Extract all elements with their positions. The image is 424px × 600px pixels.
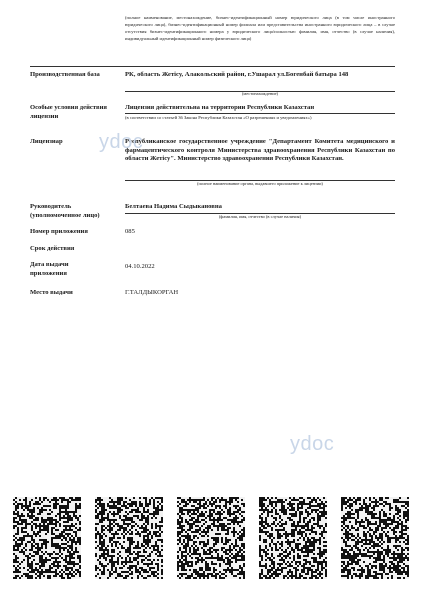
special-conditions-label: Особые условия действия лицензии xyxy=(30,104,107,120)
head-value: Белтаева Надима Сыдыкановна xyxy=(125,203,222,210)
validity-label: Срок действия xyxy=(30,245,75,252)
header-caption: (полное наименование, местонахождение, бизнес-идентификационный номер юридического лица (в том числе иностранного юридического лица), бизнес-идентификационный номер филиала или представительства иностранного юридического лица – в случае отсутствия бизнес-идентификационного номера у юридического лица/полностью фамилия, имя, отчество (в случае наличия), индивидуальный идентификационный номер физического лица) xyxy=(125,15,395,41)
production-base-caption: (местонахождение) xyxy=(241,91,279,96)
qr-code-image xyxy=(259,497,327,579)
place-value: Г.ТАЛДЫКОРГАН xyxy=(125,289,179,296)
issue-date-label: Дата выдачи приложения xyxy=(30,261,69,277)
licensor-value: Республиканское государственное учреждение "Департамент Комитета медицинского и фармацевтического контроля Министерства здравоохранения Республики Казахстан по области Жетісу". Министерство здравоохранения Республики Казахстан. xyxy=(125,138,395,162)
special-conditions-caption: (в соответствии со статьей 36 Закона Республики Казахстан «О разрешениях и уведомлениях») xyxy=(125,115,312,120)
special-conditions-value: Лицензия действительна на территории Республики Казахстан xyxy=(125,104,315,111)
qr-code-image xyxy=(177,497,245,579)
issue-date-value: 04.10.2022 xyxy=(125,263,155,270)
appendix-number-value: 085 xyxy=(125,228,135,235)
qr-code-image xyxy=(341,497,409,579)
header-rule xyxy=(30,66,395,67)
qr-code-image xyxy=(95,497,163,579)
licensor-caption: (полное наименование органа, выдавшего приложение к лицензии) xyxy=(197,181,323,186)
production-base-label: Производственная база xyxy=(30,71,100,78)
qr-code-image xyxy=(13,497,81,579)
watermark: ydoc xyxy=(290,433,335,455)
licensor-label: Лицензиар xyxy=(30,138,63,145)
production-base-value: РК, область Жетісу, Алакольский район, г.Ушарал ул.Богенбай батыра 148 xyxy=(125,71,349,78)
watermark: ydoc xyxy=(99,131,144,153)
place-label: Место выдачи xyxy=(30,289,73,296)
appendix-number-label: Номер приложения xyxy=(30,228,88,235)
head-label: Руководитель (уполномоченное лицо) xyxy=(30,203,100,219)
head-caption: (фамилия, имя, отчество (в случае наличия) xyxy=(218,214,302,219)
